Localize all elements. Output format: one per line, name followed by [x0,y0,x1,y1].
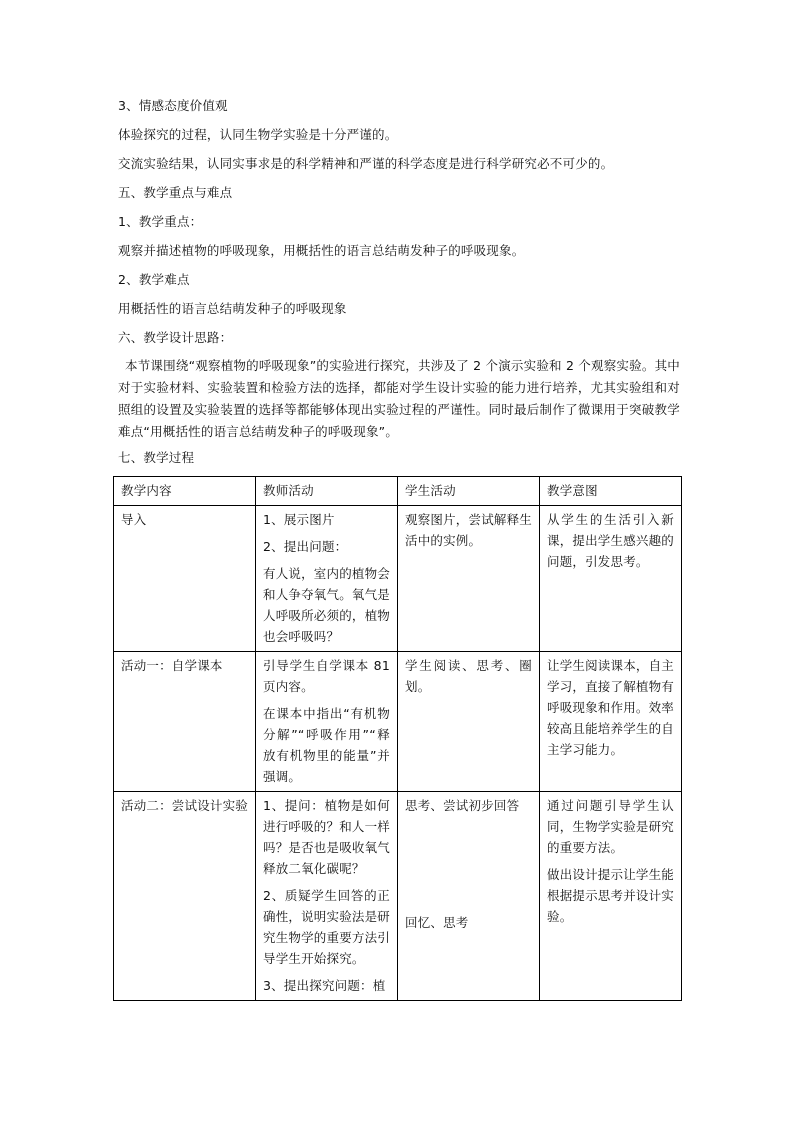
cell-paragraph: 观察图片，尝试解释生活中的实例。 [405,512,533,548]
row-student [398,792,540,1001]
text-line: 观察并描述植物的呼吸现象，用概括性的语言总结萌发种子的呼吸现象。 [118,243,525,258]
heading-teaching-process: 七、教学过程 [118,450,195,465]
heading-key-points: 五、教学重点与难点 [118,185,233,200]
cell-paragraph: 在课本中指出“有机物分解”“呼吸作用”“释放有机物里的能量”并强调。 [263,706,390,784]
header-content: 教学内容 [114,477,256,506]
cell-paragraph: 3、提出探究问题：植 [263,978,386,993]
row-content: 活动一：自学课本 [114,652,256,792]
text-line: 体验探究的过程，认同生物学实验是十分严谨的。 [118,127,398,142]
cell-paragraph: 让学生阅读课本，自主学习，直接了解植物有呼吸现象和作用。效率较高且能培养学生的自主学习能力。 [547,658,675,757]
heading-emotion-values: 3、情感态度价值观 [118,98,228,113]
header-student: 学生活动 [398,477,540,506]
row-teacher [256,506,398,652]
row-intent [540,652,682,792]
row-content: 活动二：尝试设计实验 [114,792,256,1001]
row-student [398,506,540,652]
row-content: 导入 [114,506,256,652]
subheading-difficulty: 2、教学难点 [118,272,190,287]
table-row [114,652,682,792]
cell-paragraph: 引导学生自学课本 81 页内容。 [263,658,390,694]
cell-paragraph: 通过问题引导学生认同，生物学实验是研究的重要方法。 [547,798,675,855]
header-teacher: 教师活动 [256,477,398,506]
row-teacher [256,792,398,1001]
subheading-key-point: 1、教学重点： [118,214,203,229]
cell-paragraph: 2、质疑学生回答的正确性，说明实验法是研究生物学的重要方法引导学生开始探究。 [263,888,391,966]
row-teacher [256,652,398,792]
header-intent: 教学意图 [540,477,682,506]
teaching-process-table [113,476,682,1001]
cell-paragraph: 做出设计提示让学生能根据提示思考并设计实验。 [547,867,675,924]
text-line: 交流实验结果，认同实事求是的科学精神和严谨的科学态度是进行科学研究必不可少的。 [118,156,614,171]
cell-paragraph: 1、展示图片 [263,512,335,527]
row-student [398,652,540,792]
table-header-row [114,477,682,506]
row-intent [540,506,682,652]
cell-paragraph: 回忆、思考 [405,915,469,930]
text-line: 用概括性的语言总结萌发种子的呼吸现象 [118,301,347,316]
table-row [114,506,682,652]
heading-design-ideas: 六、教学设计思路： [118,330,233,345]
cell-paragraph: 有人说，室内的植物会和人争夺氧气。氧气是人呼吸所必须的，植物也会呼吸吗？ [263,566,391,644]
cell-paragraph: 1、提问：植物是如何进行呼吸的？和人一样吗？是否也是吸收氧气释放二氧化碳呢？ [263,798,391,876]
table-row [114,792,682,1001]
cell-paragraph: 学生阅读、思考、圈划。 [405,658,532,694]
row-intent [540,792,682,1001]
cell-paragraph: 从学生的生活引入新课，提出学生感兴趣的问题，引发思考。 [547,512,675,569]
design-paragraph: 本节课围绕“观察植物的呼吸现象”的实验进行探究，共涉及了 2 个演示实验和 2 个观察实验。其中对于实验材料、实验装置和检验方法的选择，都能对学生设计实验的能力进行培养，尤其实验组和对照组的设置及实验装置的选择等都能够体现出实验过程的严谨性。同时最后制作了微课用于突破教学难点“用概括性的语言总结萌发种子的呼吸现象”。 [118,358,680,439]
cell-paragraph: 思考、尝试初步回答 [405,798,520,813]
cell-paragraph: 2、提出问题： [263,539,348,554]
